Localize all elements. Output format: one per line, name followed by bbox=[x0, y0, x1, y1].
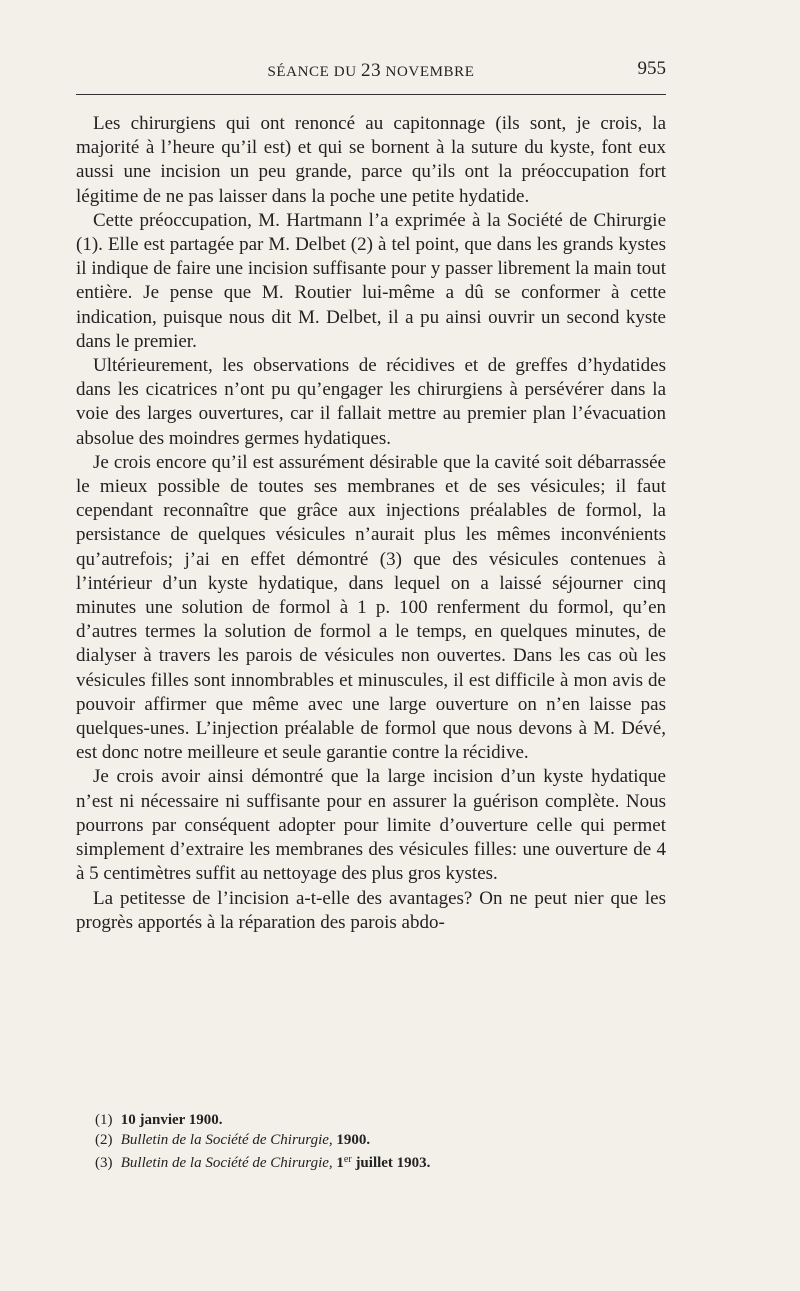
paragraph: Cette préoccupation, M. Hartmann l’a exprimée à la Société de Chirurgie (1). Elle est partagée par M. Delbet (2) à tel point, que dans les grands kystes il indique de faire une incision suffisante pour y passer librement la main tout entière. Je pense que M. Routier lui-même a dû se conformer à cette indication, puisque nous dit M. Delbet, il a pu ainsi ouvrir un second kyste dans le premier. bbox=[76, 209, 666, 352]
page-number: 955 bbox=[637, 58, 666, 79]
paragraph: La petitesse de l’incision a-t-elle des avantages? On ne peut nier que les progrès apportés à la réparation des parois abdo- bbox=[76, 887, 666, 933]
footnote bbox=[95, 1131, 655, 1151]
footnote-text: juillet 1903. bbox=[351, 1155, 431, 1171]
footnote-text: 1900. bbox=[332, 1131, 371, 1148]
header-title: SÉANCE DU 23 NOVEMBRE bbox=[267, 60, 475, 81]
footnote bbox=[95, 1150, 655, 1174]
footnote bbox=[95, 1111, 655, 1131]
footnote-source: Bulletin de la Société de Chirurgie, bbox=[120, 1155, 333, 1171]
paragraph: Je crois avoir ainsi démontré que la large incision d’un kyste hydatique n’est ni nécessaire ni suffisante pour en assurer la guérison complète. Nous pourrons par conséquent adopter pour limite d’ouverture celle qui permet simplement d’extraire les membranes des vésicules filles: une ouverture de 4 à 5 centimètres suffit au nettoyage des plus gros kystes. bbox=[76, 766, 666, 885]
running-header bbox=[76, 58, 666, 82]
footnote-source: Bulletin de la Société de Chirurgie, bbox=[120, 1131, 333, 1148]
footnote-text: 1 bbox=[332, 1155, 344, 1171]
body-text bbox=[76, 112, 666, 935]
header-rule bbox=[76, 94, 666, 95]
paragraph: Je crois encore qu’il est assurément désirable que la cavité soit débarrassée le mieux possible de toutes ses membranes et de ses vésicules; il faut cependant reconnaître que grâce aux injections préalables de formol, la persistance de quelques vésicules n’aurait plus les mêmes inconvénients qu’autrefois; j’ai en effet démontré (3) que des vésicules contenues à l’intérieur d’un kyste hydatique, dans lequel on a laissé séjourner cinq minutes une solution de formol à 1 p. 100 renferment du formol, qu’en d’autres termes la solution de formol a le temps, en quelques minutes, de dialyser à travers les parois de vésicules non ouvertes. Dans les cas où les vésicules filles sont innombrables et minuscules, il est difficile à mon avis de pouvoir affirmer que même avec une large ouverture on n’en laisse pas quelques-unes. L’injection préalable de formol que nous devons à M. Dévé, est donc notre meilleure et seule garantie contre la récidive. bbox=[76, 451, 666, 764]
footnote-sup: er bbox=[343, 1154, 352, 1165]
footnote-number: (3) bbox=[95, 1155, 113, 1171]
paragraph: Les chirurgiens qui ont renoncé au capitonnage (ils sont, je crois, la majorité à l’heure qu’il est) et qui se bornent à la suture du kyste, font eux aussi une incision un peu grande, parce qu’ils ont la préoccupation fort légitime de ne pas laisser dans la poche une petite hydatide. bbox=[76, 113, 666, 207]
footnote-number: (2) bbox=[95, 1131, 113, 1148]
footnote-text: 10 janvier 1900. bbox=[120, 1112, 223, 1128]
footnote-number: (1) bbox=[95, 1112, 113, 1128]
footnotes bbox=[95, 1111, 655, 1174]
paragraph: Ultérieurement, les observations de récidives et de greffes d’hydatides dans les cicatrices n’ont pu qu’engager les chirurgiens à persévérer dans la voie des larges ouvertures, car il fallait mettre au premier plan l’évacuation absolue des moindres germes hydatiques. bbox=[76, 355, 666, 449]
